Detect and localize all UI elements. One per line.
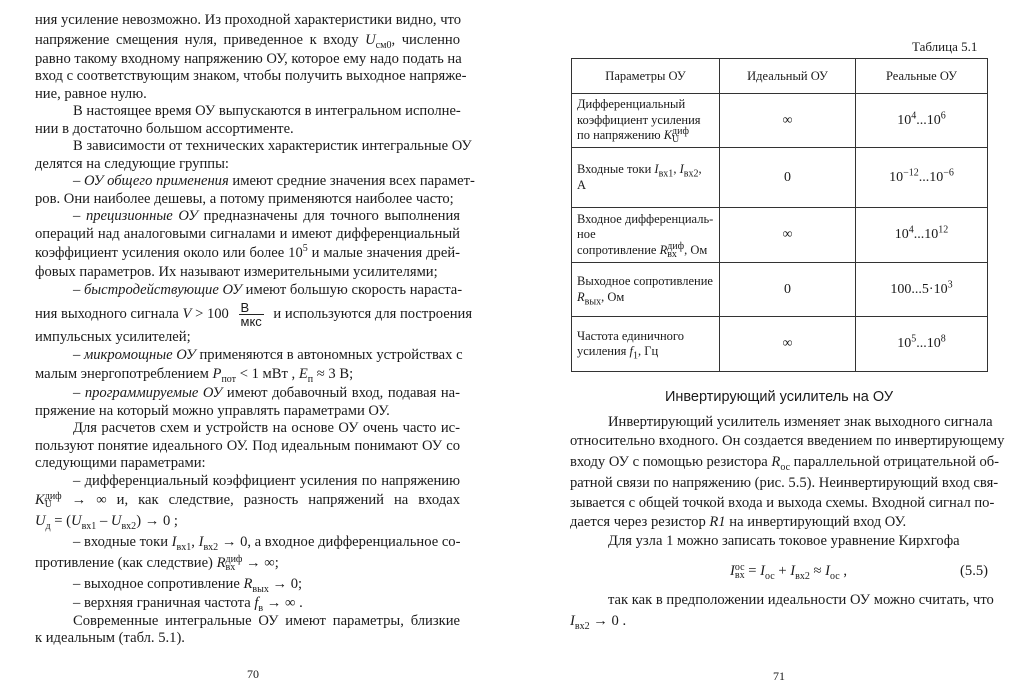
- text-line: [570, 474, 999, 493]
- param-cell: [572, 94, 720, 148]
- left-page-text: [35, 12, 475, 648]
- math-symbol: $I_{вх2}$: [679, 162, 699, 180]
- text-line: [35, 511, 460, 532]
- text-run: ,: [698, 162, 702, 176]
- text-run: Для узла 1 можно записать токовое уравнение Кирхгофа: [608, 532, 960, 549]
- text-run: Для расчетов схем и устройств на основе ОУ очень часто ис-: [73, 420, 460, 436]
- equation-5-5: [570, 551, 988, 591]
- text-run: Частота единичного: [577, 328, 684, 343]
- text-run: 0: [784, 169, 791, 185]
- subscript: в: [258, 602, 264, 614]
- text-run: → 0 .: [589, 613, 627, 630]
- text-run: 10: [897, 112, 912, 128]
- text-run: –: [96, 513, 111, 529]
- text-run: операций над аналоговыми сигналами и имеют дифференциальный: [35, 225, 460, 242]
- ideal-value-cell: [720, 208, 856, 263]
- text-run: А: [577, 177, 587, 192]
- text-run: пряжение на который можно управлять параметрами ОУ.: [35, 402, 390, 419]
- math-symbol: $U_{вх1}$: [71, 513, 97, 532]
- text-line: [570, 610, 988, 633]
- math-symbol: [940, 333, 946, 351]
- sup-sub: [45, 493, 62, 509]
- text-run: относительно входного. Он создается введением по инвертирующему: [570, 433, 1005, 450]
- text-run: ратной связи по напряжению (рис. 5.5). Неинвертирующий вход свя-: [570, 475, 999, 492]
- math-symbol: [947, 278, 953, 297]
- math-symbol: R1: [709, 513, 726, 530]
- superscript: 3: [947, 278, 953, 290]
- denominator: мкс: [240, 314, 262, 330]
- superscript: 5: [911, 333, 917, 345]
- text-run: 10: [897, 336, 912, 351]
- text-line: [35, 595, 460, 613]
- text-line: [35, 208, 460, 226]
- page-number-right: 71: [773, 669, 785, 683]
- text-line: [35, 121, 460, 139]
- math-symbol: $R_{вых}$: [243, 576, 269, 595]
- math-symbol: $P_{пот}$: [212, 366, 237, 385]
- math-symbol: I ос вх: [730, 562, 745, 582]
- ideal-value-cell: [720, 263, 856, 317]
- text-line: [570, 591, 994, 610]
- text-line: [35, 243, 460, 264]
- text-run: входу ОУ с помощью резистора: [570, 454, 772, 471]
- table-caption: Таблица 5.1: [912, 39, 978, 54]
- text-run: делятся на следующие группы:: [35, 155, 229, 172]
- math-symbol: $E_п$: [298, 366, 314, 385]
- text-run: ,: [839, 563, 848, 580]
- text-line: [35, 86, 460, 104]
- fraction: [239, 301, 264, 328]
- italic-term: – программируемые ОУ: [73, 385, 223, 401]
- superscript: 5: [302, 243, 308, 255]
- subscript: вх1: [81, 520, 97, 532]
- math-symbol: K диф U: [663, 126, 689, 145]
- text-run: ...10: [913, 227, 939, 242]
- math-symbol: R диф вх: [659, 240, 685, 260]
- text-run: 10: [894, 227, 909, 242]
- text-run: → ∞;: [242, 555, 279, 571]
- math-symbol: $I_{вх2}$: [790, 563, 810, 583]
- text-run: Входное дифференциаль-: [577, 211, 714, 226]
- text-run: – верхняя граничная частота: [73, 595, 255, 611]
- text-run: Выходное сопротивление: [577, 274, 713, 288]
- subscript: ос: [830, 571, 840, 583]
- text-run: коэффициент усиления около или более 10: [35, 245, 303, 261]
- text-run: В зависимости от технических характеристик интегральные ОУ: [73, 138, 472, 154]
- text-run: малым энергопотреблением: [35, 366, 213, 382]
- text-run: → ∞ и, как следствие, разность напряжений на входах: [61, 492, 460, 508]
- text-line: [35, 532, 460, 553]
- text-run: напряжение смещения нуля, приведенное к входу: [35, 31, 366, 48]
- real-value-cell: [856, 148, 988, 208]
- text-run: предназначены для точного выполнения: [197, 208, 460, 224]
- math-symbol: K диф U: [35, 491, 62, 510]
- italic-term: – микромощные ОУ: [73, 346, 196, 363]
- subscript: вх1: [176, 541, 192, 553]
- text-line: [35, 173, 475, 191]
- text-run: ния усиление невозможно. Из проходной характеристики видно, что: [35, 12, 462, 28]
- sup-sub: [735, 564, 745, 580]
- text-run: фовых параметров. Их называют измерительными усилителями;: [35, 264, 438, 280]
- text-run: коэффициент усиления: [577, 112, 701, 127]
- real-value-cell: [856, 94, 988, 148]
- text-run: на инвертирующий вход ОУ.: [725, 513, 907, 530]
- superscript: диф: [672, 126, 689, 137]
- text-line: [35, 455, 460, 473]
- real-value-cell: [856, 317, 988, 372]
- text-run: > 100: [191, 306, 233, 322]
- subscript: вх2: [795, 571, 810, 583]
- text-run: импульсных усилителей;: [35, 329, 191, 345]
- table-row: [572, 263, 988, 317]
- text-line: [570, 513, 988, 532]
- text-run: 100...5·10: [890, 281, 948, 297]
- text-run: 10: [889, 169, 904, 185]
- table-header: Параметры ОУ: [572, 59, 720, 94]
- ideal-value-cell: [720, 317, 856, 372]
- italic-term: – прецизионные ОУ: [73, 208, 198, 224]
- math-symbol: V: [182, 306, 192, 322]
- text-run: зывается с общей точкой входа и выхода схемы. Входной сигнал по-: [570, 494, 995, 511]
- text-line: [35, 103, 460, 121]
- text-line: [35, 138, 472, 156]
- math-symbol: $R_{ос}$: [771, 454, 791, 474]
- text-line: [35, 51, 460, 69]
- real-value-cell: [856, 208, 988, 263]
- text-line: [35, 329, 460, 347]
- text-line: [35, 553, 460, 574]
- param-cell: [572, 263, 720, 317]
- text-line: [570, 494, 995, 513]
- page-number-left: 70: [247, 667, 259, 681]
- subscript: ос: [765, 571, 775, 583]
- text-run: к идеальным (табл. 5.1).: [35, 630, 185, 646]
- real-value-cell: [856, 263, 988, 317]
- text-line: [35, 226, 460, 244]
- op-amp-parameters-table: [571, 58, 988, 372]
- subscript: вх2: [203, 541, 219, 553]
- table-row: [572, 148, 988, 208]
- italic-term: – ОУ общего применения: [73, 173, 229, 189]
- text-run: < 1 мВт ,: [236, 366, 299, 382]
- text-run: → 0, а входное дифференциальное со-: [218, 534, 461, 550]
- text-run: ∞: [782, 112, 793, 128]
- text-run: =: [744, 563, 761, 580]
- text-run: дается через резистор: [570, 513, 710, 530]
- numerator: В: [239, 301, 264, 315]
- text-run: так как в предположении идеальности ОУ можно считать, что: [608, 592, 994, 609]
- text-run: усиления: [577, 344, 630, 358]
- text-run: Инвертирующий усилитель изменяет знак выходного сигнала: [608, 414, 993, 430]
- text-run: В настоящее время ОУ выпускаются в интегральном исполне-: [73, 103, 461, 119]
- text-run: ров. Они наиболее дешевы, а потому применяются наиболее часто;: [35, 190, 454, 207]
- table-header: Реальные ОУ: [856, 59, 988, 94]
- subscript: вых: [584, 296, 602, 307]
- text-line: [35, 438, 460, 456]
- sup-sub: [672, 128, 689, 144]
- text-line: [570, 413, 993, 432]
- math-symbol: $I_{вх2}$: [570, 613, 590, 633]
- text-line: [35, 264, 460, 282]
- subscript: д: [45, 520, 51, 532]
- math-symbol: $U_{см0}$: [365, 31, 392, 51]
- text-line: [35, 403, 460, 421]
- math-symbol: R диф вх: [216, 554, 243, 573]
- text-run: ния выходного сигнала: [35, 306, 183, 322]
- text-line: [35, 490, 460, 511]
- subscript: U: [44, 499, 52, 510]
- subscript: вх1: [658, 168, 674, 180]
- math-symbol: $I_{вх1}$: [654, 162, 674, 180]
- param-cell: [572, 317, 720, 372]
- superscript: диф: [225, 554, 243, 565]
- math-symbol: $f_1$: [629, 344, 639, 362]
- text-run: , численно: [391, 31, 461, 48]
- subscript: 1: [633, 350, 639, 362]
- text-line: [35, 364, 460, 385]
- text-run: ...10: [918, 169, 944, 185]
- superscript: 4: [911, 109, 917, 121]
- text-run: ное: [577, 227, 596, 241]
- text-run: ,: [191, 534, 199, 550]
- text-run: имеют средние значения всех парамет-: [228, 173, 475, 189]
- text-run: ...10: [916, 336, 941, 351]
- text-line: [35, 191, 460, 209]
- math-symbol: [940, 109, 946, 128]
- sup-sub: [667, 240, 685, 260]
- math-symbol: $I_{ос}$: [760, 563, 775, 583]
- text-run: , Ом: [684, 242, 708, 257]
- subscript: вых: [252, 583, 269, 595]
- text-line: [35, 574, 460, 595]
- text-run: и используются для построения: [269, 306, 473, 322]
- math-symbol: $I_{вх1}$: [171, 534, 192, 553]
- text-run: противление (как следствие): [35, 555, 217, 571]
- text-run: , Гц: [638, 344, 659, 358]
- text-run: 0: [784, 281, 791, 297]
- math-symbol: [903, 166, 919, 185]
- equation-number: (5.5): [960, 563, 988, 580]
- table-row: [572, 208, 988, 263]
- math-symbol: $U_д$: [35, 513, 51, 532]
- subscript: вх2: [121, 520, 137, 532]
- superscript: 8: [940, 333, 946, 345]
- subscript: U: [672, 134, 680, 145]
- text-run: следующими параметрами:: [35, 455, 206, 471]
- text-run: и малые значения дрей-: [307, 245, 460, 261]
- text-run: вход с соответствующим знаком, чтобы получить выходное напряже-: [35, 68, 467, 84]
- ideal-value-cell: [720, 94, 856, 148]
- text-run: нии в достаточно большом ассортименте.: [35, 120, 294, 137]
- subscript: пот: [221, 373, 237, 385]
- table-header: Идеальный ОУ: [720, 59, 856, 94]
- section-heading: Инвертирующий усилитель на ОУ: [664, 389, 894, 405]
- text-run: ...10: [916, 112, 941, 128]
- text-run: Дифференциальный: [577, 97, 686, 111]
- math-symbol: $R_{вых}$: [577, 289, 602, 307]
- text-run: по напряжению: [577, 128, 664, 142]
- text-line: [35, 385, 460, 403]
- text-line: [35, 299, 473, 330]
- math-symbol: $f_в$: [254, 595, 264, 614]
- text-line: [35, 420, 460, 438]
- text-run: Современные интегральные ОУ имеют параметры, близкие: [73, 612, 460, 629]
- text-line: [35, 12, 460, 30]
- superscript: −6: [943, 166, 954, 178]
- superscript: −12: [903, 166, 919, 178]
- subscript: п: [307, 373, 314, 385]
- text-run: применяются в автономных устройствах с: [195, 346, 463, 363]
- subscript: ос: [780, 462, 791, 474]
- superscript: 12: [938, 224, 949, 236]
- text-run: +: [774, 563, 791, 580]
- text-line: [35, 281, 463, 300]
- text-run: ≈ 3 В;: [313, 366, 354, 382]
- text-line: [35, 630, 460, 648]
- text-run: – дифференциальный коэффициент усиления по напряжению: [73, 472, 460, 489]
- text-run: – входные токи: [73, 534, 172, 550]
- ideal-value-cell: [720, 148, 856, 208]
- subscript: вх2: [683, 168, 699, 180]
- text-line: [570, 451, 1000, 474]
- text-run: пользуют понятие идеального ОУ. Под идеальным понимают ОУ со: [35, 437, 460, 454]
- text-run: параллельной отрицательной об-: [790, 454, 1000, 471]
- math-symbol: [938, 224, 949, 242]
- text-run: ∞: [782, 227, 793, 242]
- text-line: [35, 30, 460, 51]
- subscript: вх2: [574, 621, 590, 633]
- text-run: ,: [673, 162, 680, 176]
- text-run: ≈: [809, 563, 826, 580]
- text-run: → 0;: [268, 576, 303, 592]
- math-symbol: $I_{ос}$: [825, 563, 840, 583]
- superscript: ос: [734, 562, 745, 574]
- text-run: ) → 0 ;: [136, 513, 178, 529]
- subscript: см0: [375, 39, 392, 51]
- text-run: → ∞ .: [263, 595, 303, 611]
- text-run: ние, равное нулю.: [35, 85, 147, 102]
- text-line: [35, 613, 460, 631]
- text-run: ∞: [782, 336, 793, 351]
- subscript: вх: [225, 562, 236, 573]
- sup-sub: [225, 556, 242, 572]
- text-run: Входные токи: [577, 162, 655, 176]
- superscript: диф: [44, 491, 62, 502]
- superscript: диф: [667, 240, 685, 252]
- math-symbol: $U_{вх2}$: [110, 513, 137, 532]
- italic-term: – быстродействующие ОУ: [73, 281, 242, 298]
- text-line: [570, 432, 1005, 451]
- subscript: вх: [734, 570, 745, 582]
- text-line: [570, 532, 988, 551]
- superscript: 6: [940, 109, 946, 121]
- text-run: сопротивление: [577, 242, 660, 257]
- text-line: [35, 346, 463, 365]
- subscript: вх: [667, 248, 677, 260]
- param-cell: [572, 208, 720, 263]
- text-run: , Ом: [601, 289, 625, 304]
- superscript: 4: [908, 224, 914, 236]
- table-row: [572, 317, 988, 372]
- text-run: имеют большую скорость нараста-: [242, 281, 463, 298]
- table-body: [572, 94, 988, 372]
- text-run: имеют добавочный вход, подавая на-: [222, 385, 460, 401]
- right-page-text: [570, 413, 1005, 633]
- text-line: [35, 473, 460, 491]
- table-row: [572, 94, 988, 148]
- math-symbol: [943, 166, 954, 185]
- text-line: [35, 156, 460, 174]
- param-cell: [572, 148, 720, 208]
- text-run: – выходное сопротивление: [73, 576, 244, 592]
- text-run: = (: [50, 513, 72, 529]
- text-line: [35, 68, 467, 86]
- text-run: равно такому входному напряжению ОУ, которое ему надо подать на: [35, 50, 462, 67]
- math-symbol: $I_{вх2}$: [198, 534, 219, 553]
